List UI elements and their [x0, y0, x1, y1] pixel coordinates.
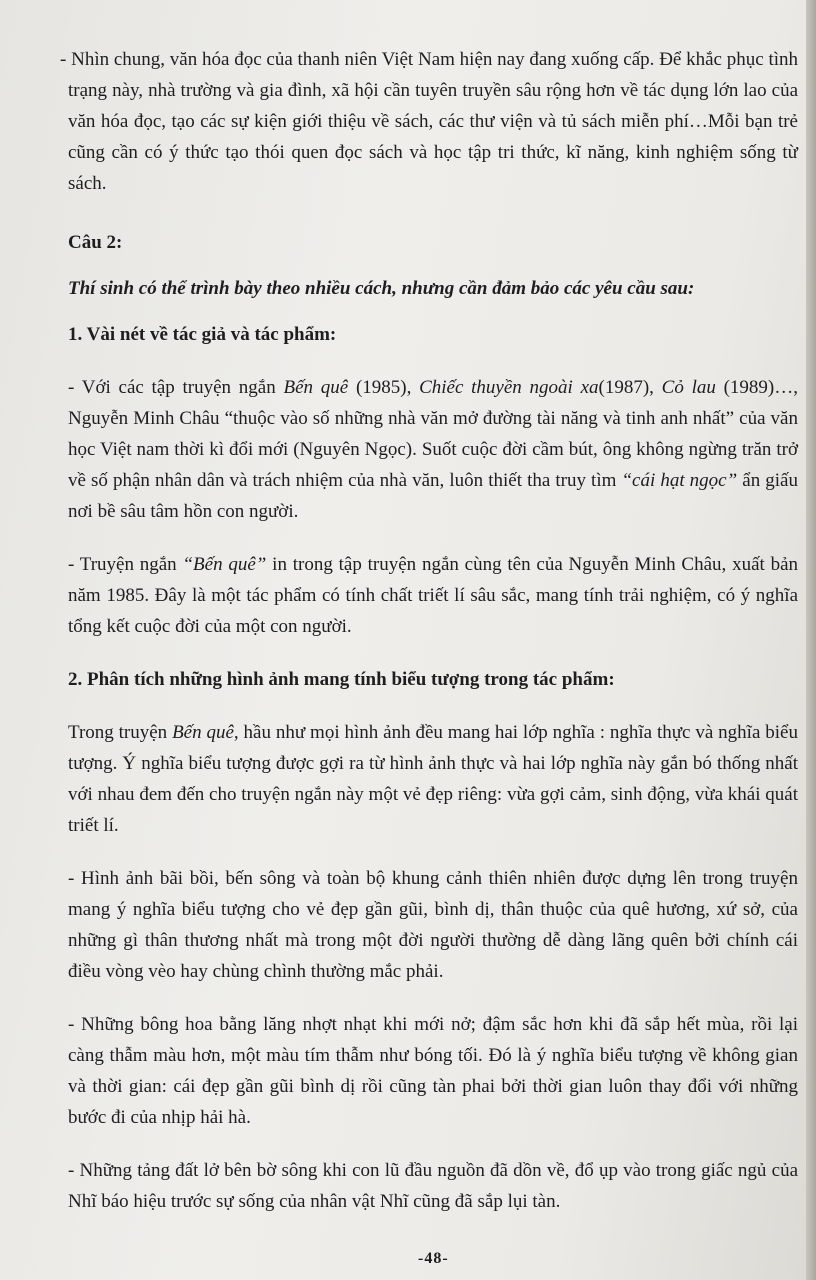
page-content: [60, 44, 799, 1217]
work-title: Bến quê: [172, 722, 234, 743]
section-2-paragraph-1: Trong truyện Bến quê, hầu như mọi hình ảnh đều mang hai lớp nghĩa : nghĩa thực và nghĩa biểu tượng. Ý nghĩa biểu tượng được gợi ra từ hình ảnh thực và hai lớp nghĩa này gắn bó thống nhất với nhau đem đến cho truyện ngắn này một vẻ đẹp riêng: vừa gợi cảm, sinh động, vừa khái quát triết lí.: [68, 722, 798, 836]
quote: “cái hạt ngọc”: [621, 470, 738, 491]
work-title: Cỏ lau: [661, 377, 716, 398]
section-2-paragraph-2: - Hình ảnh bãi bồi, bến sông và toàn bộ khung cảnh thiên nhiên được dựng lên trong truyện mang ý nghĩa biểu tượng cho vẻ đẹp gần gũi, bình dị, thân thuộc của quê hương, xứ sở, của những gì thân thương nhất mà trong một đời người thường dễ dàng lãng quên bởi chính cái điều vòng vèo hay chùng chình thường mắc phải.: [68, 868, 798, 982]
work-title: Chiếc thuyền ngoài xa: [419, 377, 599, 398]
section-1-paragraph-2: - Truyện ngắn “Bến quê” in trong tập truyện ngắn cùng tên của Nguyễn Minh Châu, xuất bản năm 1985. Đây là một tác phẩm có tính chất triết lí sâu sắc, mang tính trải nghiệm, có ý nghĩa tổng kết cuộc đời của một con người.: [68, 554, 799, 637]
page-edge-shadow: [806, 0, 816, 1280]
section-1-paragraph-1: - Với các tập truyện ngắn Bến quê (1985), Chiếc thuyền ngoài xa(1987), Cỏ lau (1989)…, Nguyễn Minh Châu “thuộc vào số những nhà văn mở đường tài năng và tinh anh nhất” của văn học Việt nam thời kì đổi mới (Nguyên Ngọc). Suốt cuộc đời cầm bút, ông không ngừng trăn trở về số phận nhân dân và trách nhiệm của nhà văn, luôn thiết tha truy tìm “cái hạt ngọc” ẩn giấu nơi bề sâu tâm hồn con người.: [68, 377, 799, 522]
work-title: Bến quê: [283, 377, 349, 398]
work-title: “Bến quê”: [182, 554, 267, 575]
intro-paragraph: - Nhìn chung, văn hóa đọc của thanh niên Việt Nam hiện nay đang xuống cấp. Để khắc phục tình trạng này, nhà trường và gia đình, xã hội cần tuyên truyền sâu rộng hơn về tác dụng lớn lao của văn hóa đọc, tạo các sự kiện giới thiệu về sách, các thư viện và tủ sách miễn phí…Mỗi bạn trẻ cũng cần có ý thức tạo thói quen đọc sách và học tập tri thức, kĩ năng, kinh nghiệm sống từ sách.: [60, 49, 798, 194]
section-2-paragraph-4: - Những tảng đất lở bên bờ sông khi con lũ đầu nguồn đã dồn về, đổ ụp vào trong giấc ngủ của Nhĩ báo hiệu trước sự sống của nhân vật Nhĩ cũng đã sắp lụi tàn.: [68, 1160, 798, 1212]
section-2-paragraph-3: - Những bông hoa bằng lăng nhợt nhạt khi mới nở; đậm sắc hơn khi đã sắp hết mùa, rồi lại càng thẫm màu hơn, một màu tím thẫm như bóng tối. Đó là ý nghĩa biểu tượng về không gian và thời gian: cái đẹp gần gũi bình dị rồi cũng tàn phai bởi thời gian luôn thay đổi với những bước đi của nhịp hải hà.: [68, 1014, 798, 1128]
section-2-heading: 2. Phân tích những hình ảnh mang tính biểu tượng trong tác phẩm:: [68, 669, 615, 690]
question-2-lead: Thí sinh có thể trình bày theo nhiều cách, nhưng cần đảm bảo các yêu cầu sau:: [68, 278, 695, 299]
question-2-title: Câu 2:: [68, 232, 123, 253]
page-number: -48-: [418, 1250, 449, 1267]
section-1-heading: 1. Vài nét về tác giả và tác phẩm:: [68, 324, 337, 345]
